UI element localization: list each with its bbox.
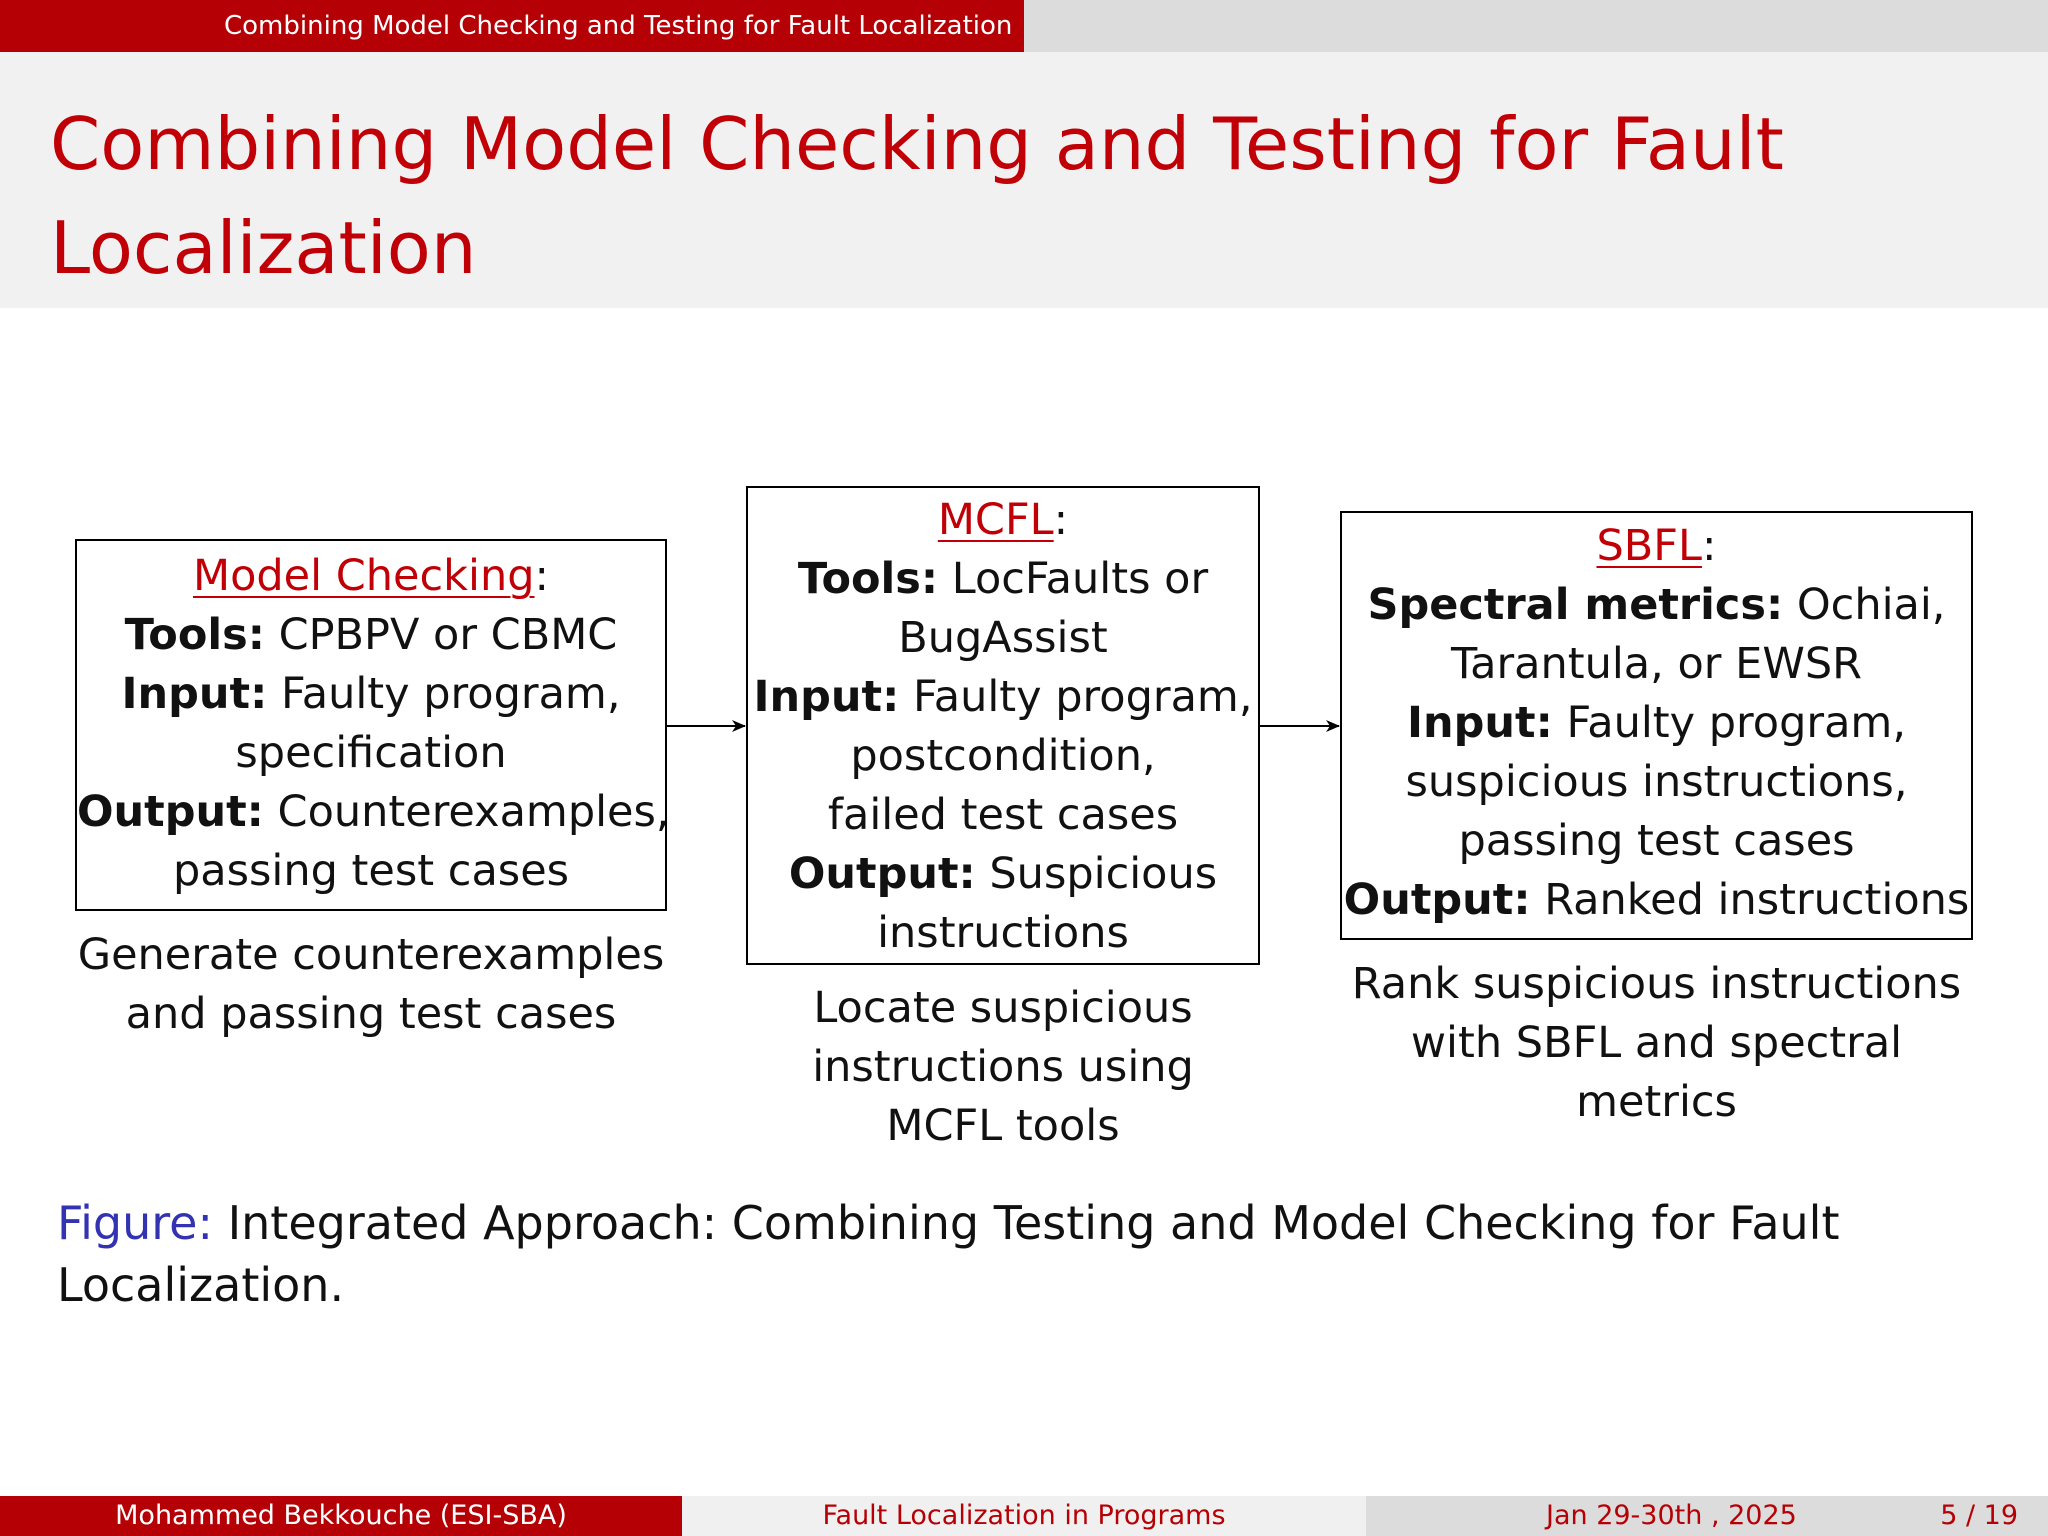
metrics-line: Spectral metrics: Ochiai, [1367, 580, 1946, 630]
headline-short-title: Combining Model Checking and Testing for Fault Localization [0, 0, 1024, 52]
footer-author: Mohammed Bekkouche (ESI-SBA) [0, 1496, 682, 1536]
output-line: Output: Counterexamples, [77, 787, 670, 837]
slide-title: Combining Model Checking and Testing for Fault Localization [50, 102, 1784, 290]
box-heading: MCFL: [937, 495, 1069, 545]
model-checking-box [75, 539, 670, 911]
box-title: SBFL [1596, 521, 1702, 571]
model-checking-description: Generate counterexamples and passing test cases [77, 930, 665, 1039]
tools-line-cont: BugAssist [898, 613, 1108, 663]
mcfl-description: Locate suspicious instructions using MCFL tools [812, 983, 1194, 1151]
input-line-cont: passing test cases [1458, 816, 1855, 866]
figure-caption [57, 1192, 1857, 1316]
sbfl-box [1340, 511, 1973, 940]
footer-page-number: 5 / 19 [1940, 1500, 2018, 1531]
mcfl-box [746, 486, 1260, 965]
input-line: Input: Faulty program, [753, 672, 1253, 722]
input-line: Input: Faulty program, [121, 669, 621, 719]
input-line-cont: failed test cases [827, 790, 1179, 840]
footer-date: Jan 29-30th , 2025 [1546, 1500, 1797, 1531]
footer-bar [0, 1496, 2048, 1536]
input-line: Input: Faulty program, [1407, 698, 1906, 748]
output-line-cont: instructions [877, 908, 1129, 958]
output-line-cont: passing test cases [172, 846, 570, 896]
output-line: Output: Ranked instructions [1343, 875, 1970, 925]
output-line: Output: Suspicious [788, 849, 1218, 899]
box-heading: SBFL: [1596, 521, 1717, 571]
tools-line: Tools: LocFaults or [797, 554, 1209, 604]
box-heading: Model Checking: [192, 551, 550, 601]
footer-talk-title: Fault Localization in Programs [682, 1496, 1366, 1536]
metrics-line-cont: Tarantula, or EWSR [1450, 639, 1863, 689]
caption-label: Figure: [57, 1196, 213, 1250]
box-title: MCFL [937, 495, 1054, 545]
sbfl-description: Rank suspicious instructions with SBFL and spectral metrics [1351, 959, 1962, 1127]
tools-line: Tools: CPBPV or CBMC [124, 610, 618, 660]
input-line-cont: suspicious instructions, [1405, 757, 1908, 807]
input-line-cont: postcondition, [850, 731, 1156, 781]
input-line-cont: specification [235, 728, 507, 778]
caption-text: Integrated Approach: Combining Testing and Model Checking for Fault Localization. [57, 1196, 1840, 1312]
footer-right [1366, 1496, 2048, 1536]
box-title: Model Checking [192, 551, 535, 601]
